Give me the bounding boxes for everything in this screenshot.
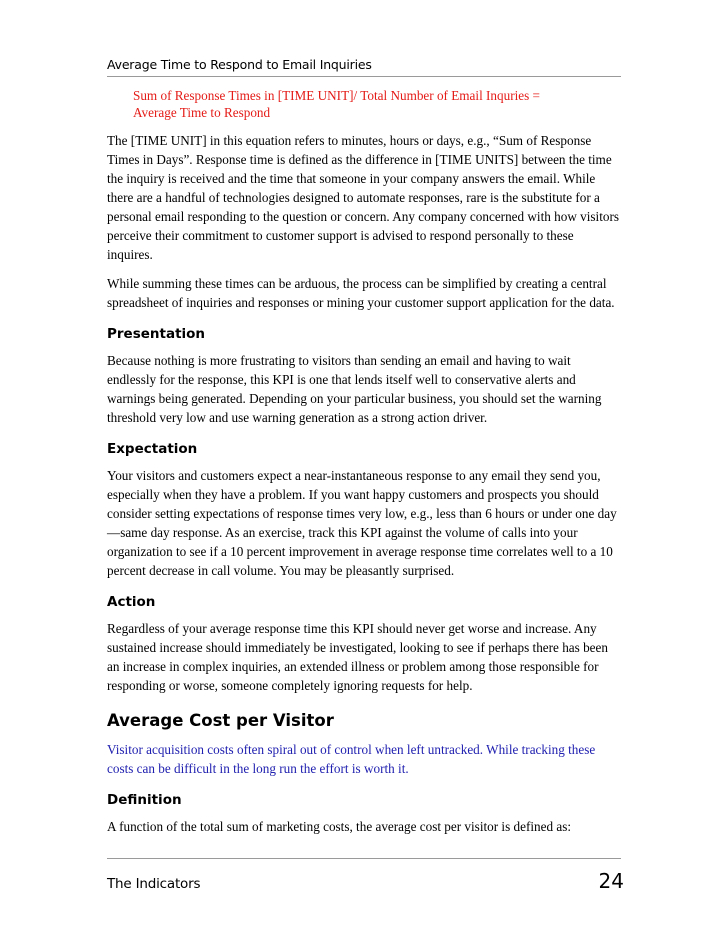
page-number: 24 [598, 869, 624, 893]
formula-line-2: Average Time to Respond [133, 105, 271, 120]
intro-paragraph-2: While summing these times can be arduous, the process can be simplified by creating a central spreadsheet of inquiries and responses or mining your customer support application for the data. [107, 276, 615, 310]
header-rule [107, 76, 621, 77]
presentation-paragraph: Because nothing is more frustrating to visitors than sending an email and having to wait endlessly for the response, this KPI is one that lends itself well to conservative alerts and warnings being generated. Depending on your particular business, you should set the warning threshold very low and use warning generation as a strong action driver. [107, 353, 602, 425]
action-heading: Action [107, 594, 156, 610]
average-cost-heading: Average Cost per Visitor [107, 711, 334, 730]
footer-rule [107, 858, 621, 859]
intro-paragraph-1: The [TIME UNIT] in this equation refers to minutes, hours or days, e.g., “Sum of Response Times in Days”. Response time is defined as the difference in [TIME UNITS] between the time the inquiry is received and the time that someone in your company answers the email. While there are a handful of technologies designed to automate responses, rare is the substitute for a personal email responding to the question or concern. Any company concerned with how visitors perceive their commitment to customer support is advised to respond personally to these inquires. [107, 133, 619, 262]
average-cost-summary: Visitor acquisition costs often spiral out of control when left untracked. While tracking these costs can be difficult in the long run the effort is worth it. [107, 742, 596, 776]
page-content [107, 87, 621, 846]
expectation-heading: Expectation [107, 441, 198, 457]
footer-section-name: The Indicators [107, 876, 201, 892]
formula-line-1: Sum of Response Times in [TIME UNIT]/ Total Number of Email Inquries = [133, 88, 540, 103]
running-header-title: Average Time to Respond to Email Inquiries [107, 57, 372, 72]
action-paragraph: Regardless of your average response time this KPI should never get worse and increase. Any sustained increase should immediately be investigated, looking to see if perhaps there has been an increase in complex inquiries, an extended illness or problem among those responsible for responding or worse, someone completely ignoring requests for help. [107, 621, 608, 693]
expectation-paragraph: Your visitors and customers expect a near-instantaneous response to any email they send you, especially when they have a problem. If you want happy customers and prospects you should consider setting expectations of response times very low, e.g., less than 6 hours or under one day—same day response. As an exercise, track this KPI against the volume of calls into your organization to see if a 10 percent improvement in average response time correlates well to a 10 percent decrease in call volume. You may be pleasantly surprised. [107, 468, 617, 578]
formula-block [133, 87, 621, 121]
definition-paragraph: A function of the total sum of marketing costs, the average cost per visitor is defined as: [107, 819, 572, 834]
presentation-heading: Presentation [107, 326, 206, 342]
definition-heading: Definition [107, 792, 182, 808]
